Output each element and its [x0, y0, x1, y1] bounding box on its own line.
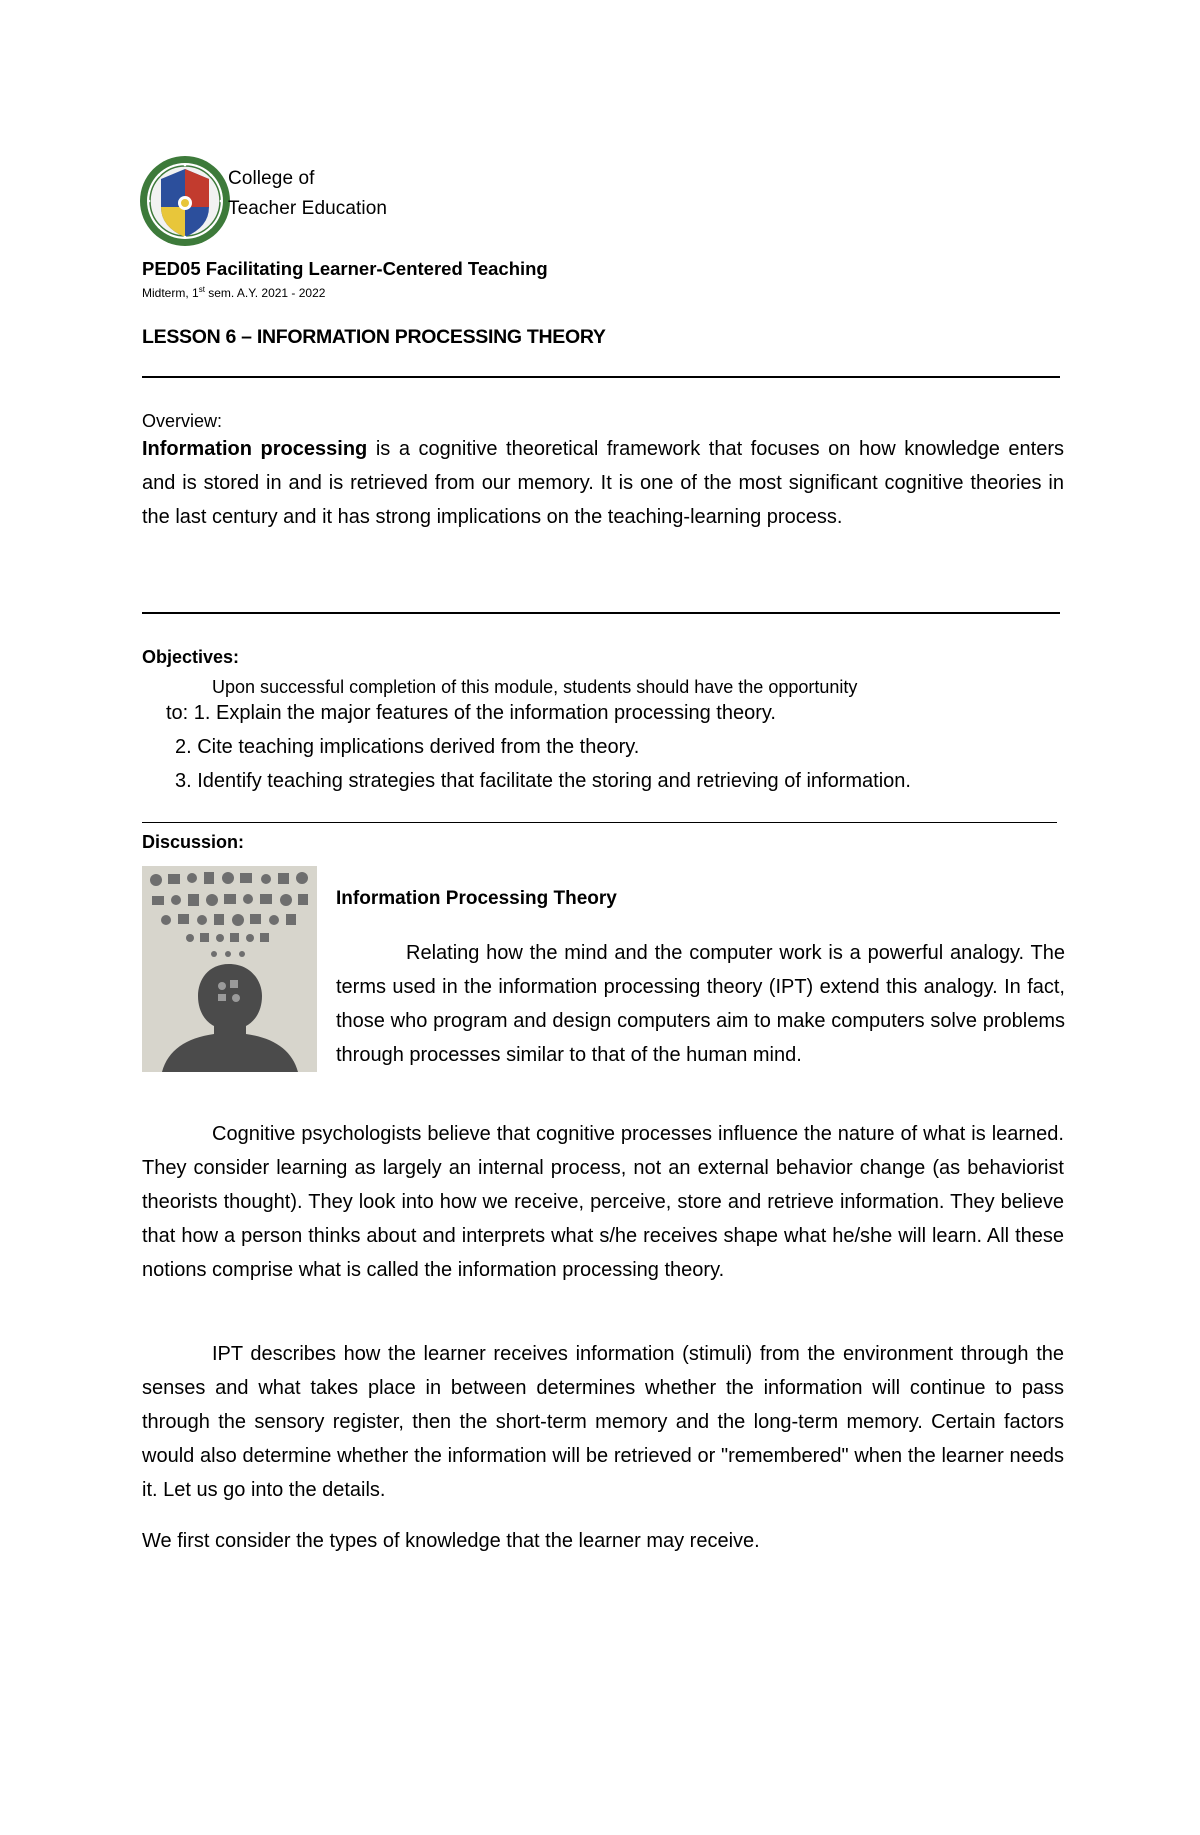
divider-2	[142, 612, 1060, 614]
overview-label: Overview:	[142, 411, 223, 431]
discussion-paragraph-3: IPT describes how the learner receives information (stimuli) from the environment through the senses and what takes place in between determines whether the information will continue to pass through the sensory register, then the short-term memory and the long-term memory. Certain factors would also determine whether the information will be retrieved or "remembered" when the learner needs it. Let us go into the details.	[142, 1343, 1064, 1501]
head-with-icons-illustration	[142, 866, 317, 1072]
college-name-line1: College of	[228, 168, 315, 189]
objectives-label: Objectives:	[142, 647, 240, 667]
discussion-heading: Information Processing Theory	[336, 888, 617, 909]
term-ordinal: st	[198, 285, 205, 294]
term-suffix: sem. A.Y. 2021 - 2022	[204, 286, 326, 300]
objective-item-1: to: 1. Explain the major features of the information processing theory.	[166, 702, 776, 724]
discussion-label: Discussion:	[142, 832, 245, 852]
college-name-line2: Teacher Education	[228, 198, 388, 219]
discussion-paragraph-2: Cognitive psychologists believe that cognitive processes influence the nature of what is learned. They consider learning as largely an internal process, not an external behavior change (as behaviorist theorists thought). They look into how we receive, perceive, store and retrieve information. They believe that how a person thinks about and interprets what s/he receives shape what he/she will learn. All these notions comprise what is called the information processing theory.	[142, 1123, 1064, 1281]
term-line	[142, 285, 325, 300]
divider-1	[142, 376, 1060, 378]
overview-term: Information processing	[142, 438, 368, 460]
overview-paragraph	[142, 432, 1064, 534]
overview-text: is a cognitive theoretical framework that focuses on how knowledge enters and is stored in and is retrieved from our memory. It is one of the most significant cognitive theories in the last century and it has strong implications on the teaching-learning process.	[142, 438, 1065, 528]
divider-3	[142, 822, 1057, 823]
discussion-paragraph-1: Relating how the mind and the computer work is a powerful analogy. The terms used in the information processing theory (IPT) extend this analogy. In fact, those who program and design computers aim to make computers solve problems through processes similar to that of the human mind.	[336, 942, 1065, 1066]
objective-item-3: 3. Identify teaching strategies that facilitate the storing and retrieving of information.	[175, 770, 911, 792]
lesson-title: LESSON 6 – INFORMATION PROCESSING THEORY	[142, 326, 606, 348]
course-title: PED05 Facilitating Learner-Centered Teaching	[142, 258, 548, 279]
objective-item-2: 2. Cite teaching implications derived from the theory.	[175, 736, 640, 758]
objectives-intro: Upon successful completion of this module, students should have the opportunity	[212, 677, 858, 697]
term-prefix: Midterm, 1	[142, 286, 199, 300]
discussion-paragraph-4: We first consider the types of knowledge that the learner may receive.	[142, 1530, 760, 1552]
college-seal-logo	[139, 155, 231, 247]
